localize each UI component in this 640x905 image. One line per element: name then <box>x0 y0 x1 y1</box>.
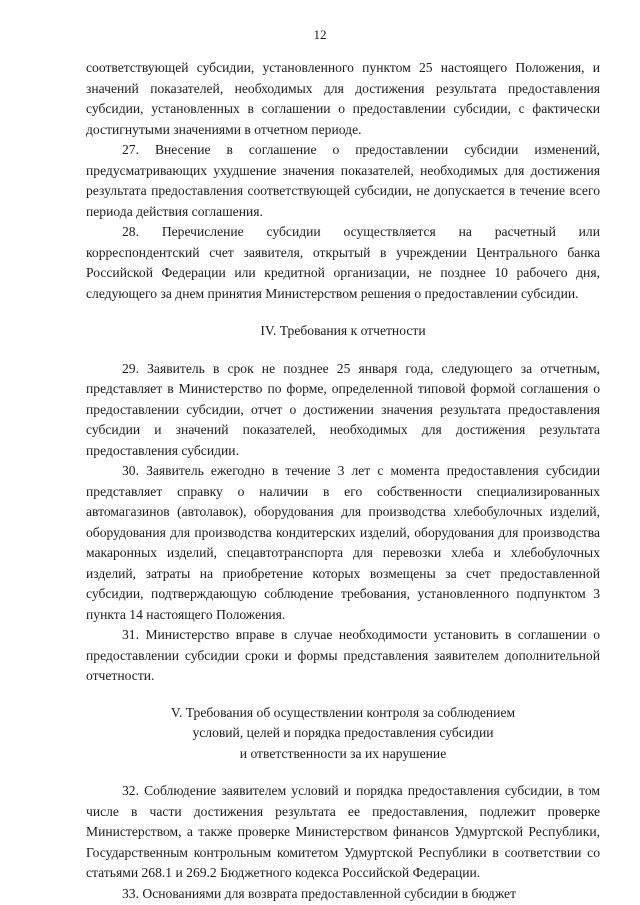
section-v-heading-line-2: условий, целей и порядка предоставления субсидии <box>192 725 494 740</box>
paragraph-32: 32. Соблюдение заявителем условий и порядка предоставления субсидии, в том числе в части достижения результата ее предоставления, подлежит проверке Министерством, а также проверке Министерством финансов Удмуртской Республики, Государственным контрольным комитетом Удмуртской Республики в соответствии со статьями 268.1 и 269.2 Бюджетного кодекса Российской Федерации. <box>86 783 600 880</box>
paragraph-28: 28. Перечисление субсидии осуществляется на расчетный или корреспондентский счет заявителя, открытый в учреждении Центрального банка Российской Федерации или кредитной организации, не позднее 10 рабочего дня, следующего за днем принятия Министерством решения о предоставлении субсидии. <box>86 224 600 301</box>
section-iv-heading: IV. Требования к отчетности <box>260 323 426 338</box>
paragraph-26-continuation: соответствующей субсидии, установленного пунктом 25 настоящего Положения, и значений показателей, необходимых для достижения результата предоставления субсидии, установленных в соглашении о предоставлении субсидии, с фактически достигнутыми значениями в отчетном периоде. <box>86 60 600 137</box>
page-number: 12 <box>313 27 327 42</box>
section-v-heading-line-3: и ответственности за их нарушение <box>239 745 447 761</box>
paragraph-33: 33. Основаниями для возврата предоставленной субсидии в бюджет <box>122 885 517 901</box>
section-v-heading <box>86 703 600 765</box>
document-body <box>86 58 600 904</box>
paragraph-31: 31. Министерство вправе в случае необходимости установить в соглашении о предоставлении субсидии сроки и формы представления заявителем дополнительной отчетности. <box>86 627 600 683</box>
section-v-heading-line-1: V. Требования об осуществлении контроля за соблюдением <box>170 704 516 720</box>
paragraph-30: 30. Заявитель ежегодно в течение 3 лет с момента предоставления субсидии представляет справку о наличии в его собственности специализированных автомагазинов (автолавок), оборудования для производства хлебобулочных изделий, оборудования для производства кондитерских изделий, оборудования для производства макаронных изделий, спецавтотранспорта для перевозки хлеба и хлебобулочных изделий, затраты на приобретение которых возмещены за счет предоставленной субсидии, подтверждающую соблюдение требования, установленного подпунктом 3 пункта 14 настоящего Положения. <box>86 463 600 622</box>
paragraph-29: 29. Заявитель в срок не позднее 25 января года, следующего за отчетным, представляет в Министерство по форме, определенной типовой формой соглашения о предоставлении субсидии, отчет о достижении значения результата предоставления субсидии и значений показателей, необходимых для достижения результата предоставления субсидии. <box>86 360 600 458</box>
paragraph-27: 27. Внесение в соглашение о предоставлении субсидии изменений, предусматривающих ухудшение значения показателей, необходимых для достижения результата предоставления соответствующей субсидии, не допускается в течение всего периода действия соглашения. <box>86 142 600 219</box>
